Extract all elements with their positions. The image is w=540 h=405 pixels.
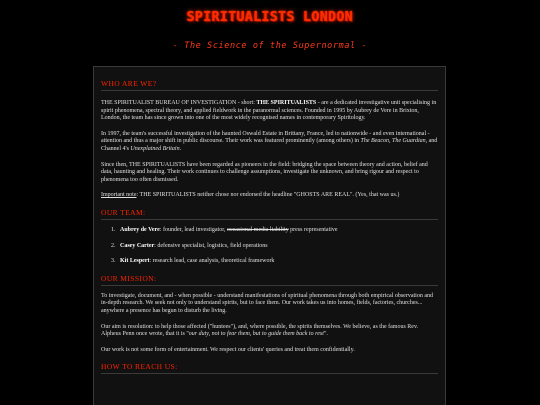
mission-paragraph-3: Our work is not some form of entertainment. We respect our clients' queries and treat them confidentially. (101, 346, 355, 353)
team-member-kit: 3. Kit Lespert: research lead, case analysis, theoretical framework (111, 258, 275, 265)
mission-paragraph-2: Our aim is resolution: to help those affected ("huntees"), and, where possible, the spirits themselves. We believe, as the famous Rev. Alpheus Penn once wrote, that it is "our duty, not to fear them, but to guide them back to rest". (101, 323, 419, 338)
team-list (111, 227, 438, 266)
who-paragraph-1: THE SPIRITUALIST BUREAU OF INVESTIGATION - short: THE SPIRITUALISTS - are a dedicated investigative unit specialising in spirit phenomena, spectral theory, and applied fieldwork in the paranormal sciences. Founded in 1995 by Aubrey de Vere in Brixton, London, the team has since grown into one of the most widely recognised names in contemporary Spiritology. (101, 100, 437, 122)
section-heading-contact: HOW TO REACH US: (101, 362, 438, 374)
section-heading-mission: OUR MISSION: (101, 274, 438, 286)
site-logo: SPIRITUALISTS LONDON (186, 10, 354, 25)
mission-paragraph-1: To investigate, document, and - when possible - understand manifestations of spiritual phenomena through both empirical observation and in-depth research. We seek not only to understand spirits, but to face them. Our work takes us into homes, fields, factories, churches... anywhere a presence has begun to disturb the living. (101, 292, 434, 314)
important-note: Important note: THE SPIRITUALISTS neither chose nor endorsed the headline "GHOSTS ARE REAL". (Yes, that was us.) (101, 192, 400, 199)
site-tagline: - The Science of the Supernormal - (172, 41, 368, 51)
who-paragraph-3: Since then, THE SPIRITUALISTS have been regarded as pioneers in the field: bridging the space between theory and action, belief and data, haunting and healing. Their work continues to challenge assumptions, investigate the unknown, and bring rigour and respect to phenomena too often dismissed. (101, 161, 428, 183)
section-heading-who: WHO ARE WE? (101, 79, 438, 91)
team-member-aubrey: 1. Aubrey de Vere: founder, lead investigator, occasional media liability press representative (111, 226, 338, 233)
team-member-casey: 2. Casey Carter: defensive specialist, logistics, field operations (111, 242, 268, 249)
who-paragraph-2: In 1997, the team's successful investigation of the haunted Oswald Estate in Brittany, France, led to nationwide - and even international - attention and thus a major shift in public discourse. Their work was featured prominently (among others) in The Beacon, The Guardian, and Channel 4's Unexplained Britain. (101, 130, 438, 152)
main-content-panel (93, 66, 446, 405)
section-heading-team: OUR TEAM: (101, 208, 438, 220)
